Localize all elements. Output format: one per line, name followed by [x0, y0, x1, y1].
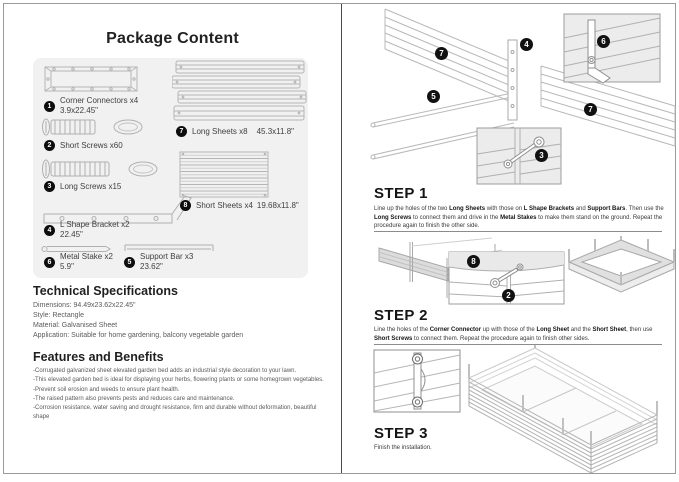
features-title: Features and Benefits	[33, 350, 164, 364]
package-item	[44, 220, 130, 240]
package-item	[180, 200, 299, 211]
spec-line: Application: Suitable for home gardening, balcony vegetable garden	[33, 332, 244, 340]
diagram-part-badge: 3	[535, 149, 548, 162]
diagram-part-badge: 2	[502, 289, 515, 302]
step2-title: STEP 2	[374, 307, 428, 324]
item-size: 23.62"	[140, 262, 163, 271]
item-size: 3.9x22.45"	[60, 106, 98, 115]
package-item	[44, 252, 113, 272]
item-label: Short Sheets x4	[196, 200, 253, 210]
package-item	[44, 181, 121, 192]
item-number-badge: 6	[44, 257, 55, 268]
item-size: 5.9"	[60, 262, 74, 271]
item-size: 22.45"	[60, 230, 83, 239]
spec-line: Material: Galvanised Sheet	[33, 322, 118, 330]
diagram-part-badge: 7	[435, 47, 448, 60]
technical-specifications-section	[33, 284, 325, 342]
item-number-badge: 3	[44, 181, 55, 192]
package-item	[124, 252, 193, 272]
step1-text: Line up the holes of the two Long Sheets with those on L Shape Brackets and Support Bars. Then use the Long Screws to connect them and drive in the Metal Stakes to make them stand on the ground. Repeat the procedure again to finish the other side.	[374, 206, 664, 230]
item-label: L Shape Bracket x2	[60, 220, 130, 229]
diagram-part-badge: 8	[467, 255, 480, 268]
item-label: Corner Connectors x4	[60, 96, 139, 105]
diagram-part-badge: 7	[584, 103, 597, 116]
item-number-badge: 1	[44, 101, 55, 112]
long-sheets-drawing	[172, 60, 308, 124]
feature-line: -This elevated garden bed is ideal for displaying your herbs, flowering plants or some homegrown vegetables.	[33, 377, 324, 384]
package-item	[176, 126, 294, 137]
package-item	[44, 96, 138, 116]
feature-line: -Prevent soil erosion and weeds to ensure plant health.	[33, 386, 180, 393]
item-number-badge: 7	[176, 126, 187, 137]
item-number-badge: 4	[44, 225, 55, 236]
package-item	[44, 140, 123, 151]
item-size: 45.3x11.8"	[256, 126, 294, 136]
item-number-badge: 8	[180, 200, 191, 211]
step3-title: STEP 3	[374, 425, 428, 442]
item-label: Long Screws x15	[60, 181, 122, 191]
assembly-steps-panel	[341, 4, 676, 473]
spec-line: Dimensions: 94.49x23.62x22.45"	[33, 302, 136, 309]
page-card	[3, 3, 676, 474]
page-title: Package Content	[106, 30, 239, 47]
step2-text: Line the holes of the Corner Connector up with those of the Long Sheet and the Short Sheet, then use Short Screws to connect them. Repeat the procedure again to finish other sides.	[374, 327, 653, 342]
short-sheets-drawing	[178, 151, 272, 201]
step1-title: STEP 1	[374, 185, 428, 202]
spec-line: Style: Rectangle	[33, 312, 84, 320]
item-label: Support Bar x3	[140, 252, 194, 261]
diagram-part-badge: 4	[520, 38, 533, 51]
long-screw-drawing	[40, 156, 164, 182]
feature-line: -Corrosion resistance, water saving and drought resistance, firm and durable without deformation, beautiful shape	[33, 405, 317, 421]
step1-diagram	[342, 4, 676, 186]
item-number-badge: 2	[44, 140, 55, 151]
corner-connector-drawing	[42, 62, 140, 96]
features-section	[33, 350, 325, 423]
item-size: 19.68x11.8"	[256, 200, 299, 210]
feature-line: -Corrugated galvanized sheet elevated garden bed adds an industrial style decoration to your lawn.	[33, 368, 297, 374]
item-label: Short Screws x60	[60, 140, 123, 150]
support-bar-drawing	[122, 242, 216, 252]
item-number-badge: 5	[124, 257, 135, 268]
feature-line: -The raised pattern also prevents pests and reduces care and maintenance.	[33, 395, 235, 402]
section-divider	[374, 231, 662, 232]
step3-text: Finish the installation.	[374, 445, 432, 451]
step3-diagram	[342, 345, 676, 473]
diagram-part-badge: 6	[597, 35, 610, 48]
item-label: Metal Stake x2	[60, 252, 113, 261]
tech-specs-title: Technical Specifications	[33, 284, 178, 298]
short-screw-drawing	[40, 116, 150, 138]
diagram-part-badge: 5	[427, 90, 440, 103]
item-label: Long Sheets x8	[192, 126, 248, 136]
